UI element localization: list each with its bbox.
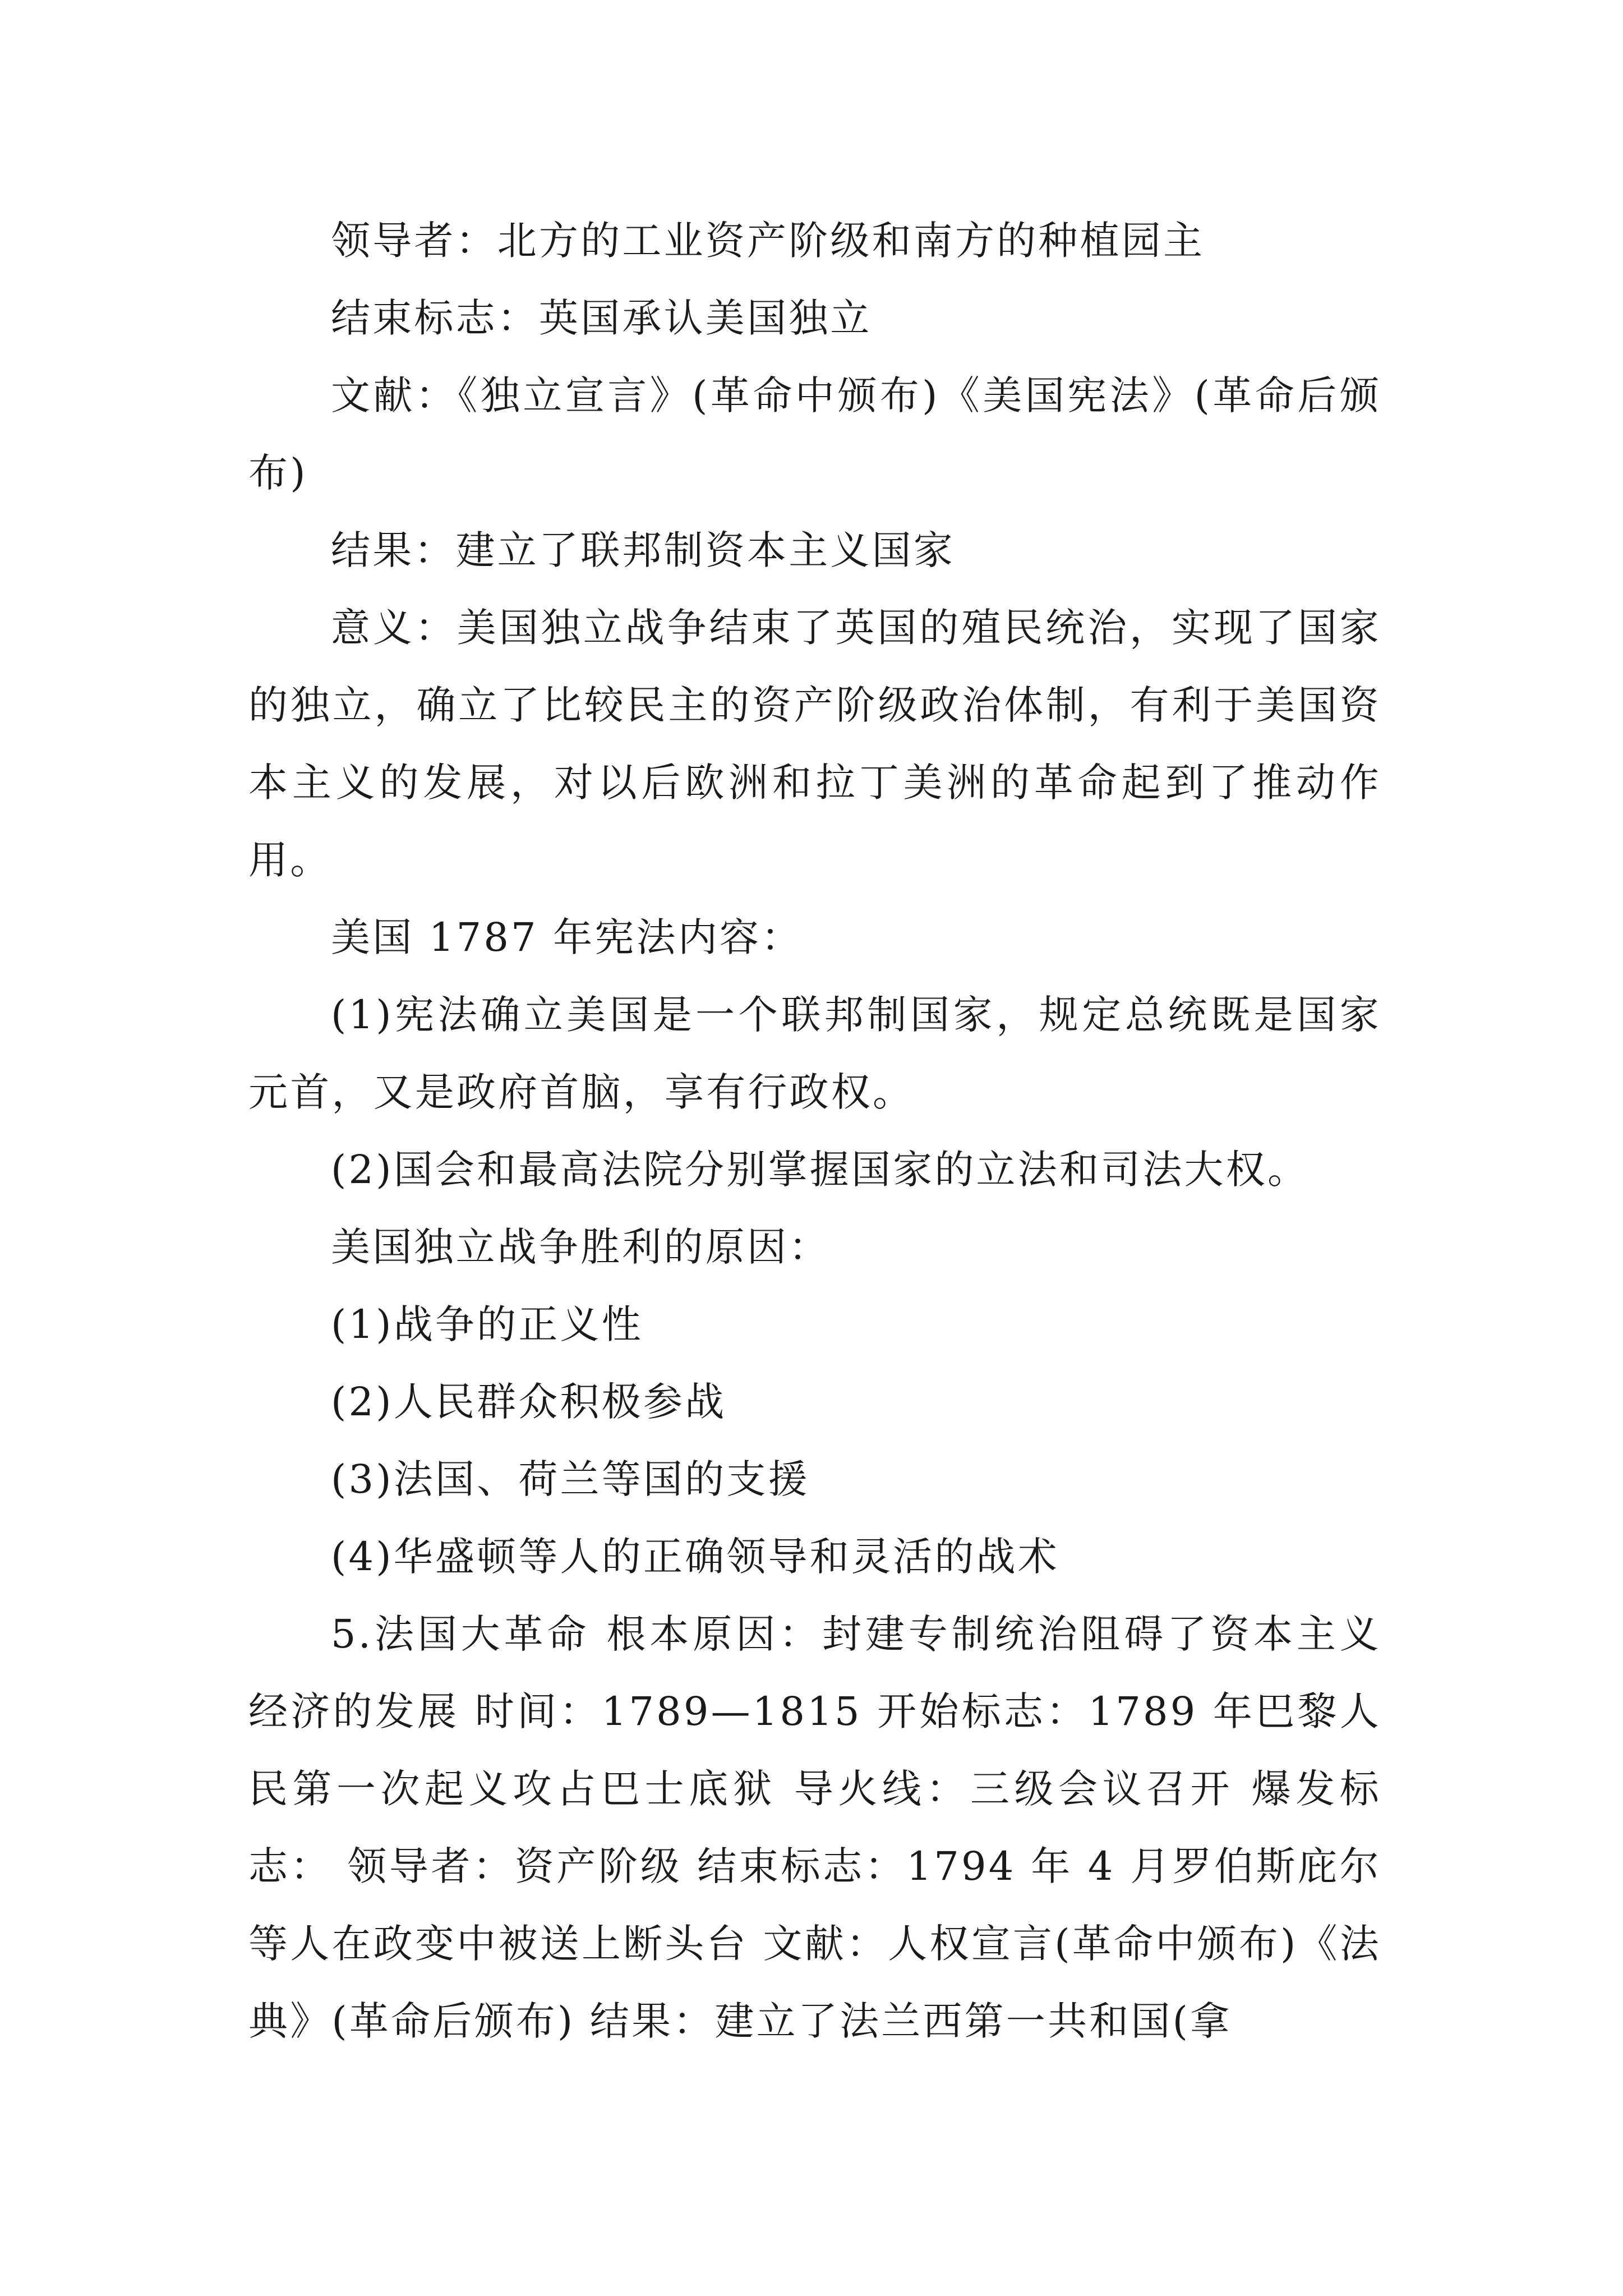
paragraph-significance: 意义：美国独立战争结束了英国的殖民统治，实现了国家的独立，确立了比较民主的资产阶级政治体制，有利于美国资本主义的发展，对以后欧洲和拉丁美洲的革命起到了推动作用。: [248, 605, 1381, 883]
paragraph-reason-3: (3)法国、荷兰等国的支援: [331, 1456, 810, 1502]
paragraph-result: 结果：建立了联邦制资本主义国家: [331, 527, 955, 573]
paragraph-reason-1: (1)战争的正义性: [331, 1301, 643, 1347]
paragraph-documents: 文献：《独立宣言》(革命中颁布)《美国宪法》(革命后颁布): [248, 372, 1381, 496]
paragraph-victory-reasons-heading: 美国独立战争胜利的原因：: [331, 1224, 831, 1270]
paragraph-reason-2: (2)人民群众积极参战: [331, 1379, 727, 1425]
paragraph-end-mark: 结束标志：英国承认美国独立: [331, 295, 872, 341]
paragraph-constitution-heading: 美国 1787 年宪法内容：: [331, 914, 803, 960]
paragraph-reason-4: (4)华盛顿等人的正确领导和灵活的战术: [331, 1534, 1059, 1580]
document-body: [248, 202, 1381, 2060]
paragraph-french-revolution: 5.法国大革命 根本原因：封建专制统治阻碍了资本主义经济的发展 时间：1789—1815 开始标志：1789 年巴黎人民第一次起义攻占巴士底狱 导火线：三级会议召开 爆发标志： 领导者：资产阶级 结束标志：1794 年 4 月罗伯斯庇尔等人在政变中被送上断头台 文献：人权宣言(革命中颁布)《法典》(革命后颁布) 结果：建立了法兰西第一共和国(拿: [248, 1611, 1381, 2044]
paragraph-constitution-item-2: (2)国会和最高法院分别掌握国家的立法和司法大权。: [331, 1147, 1310, 1193]
paragraph-leader: 领导者：北方的工业资产阶级和南方的种植园主: [331, 218, 1205, 264]
paragraph-constitution-item-1: (1)宪法确立美国是一个联邦制国家，规定总统既是国家元首，又是政府首脑，享有行政权。: [248, 992, 1381, 1115]
